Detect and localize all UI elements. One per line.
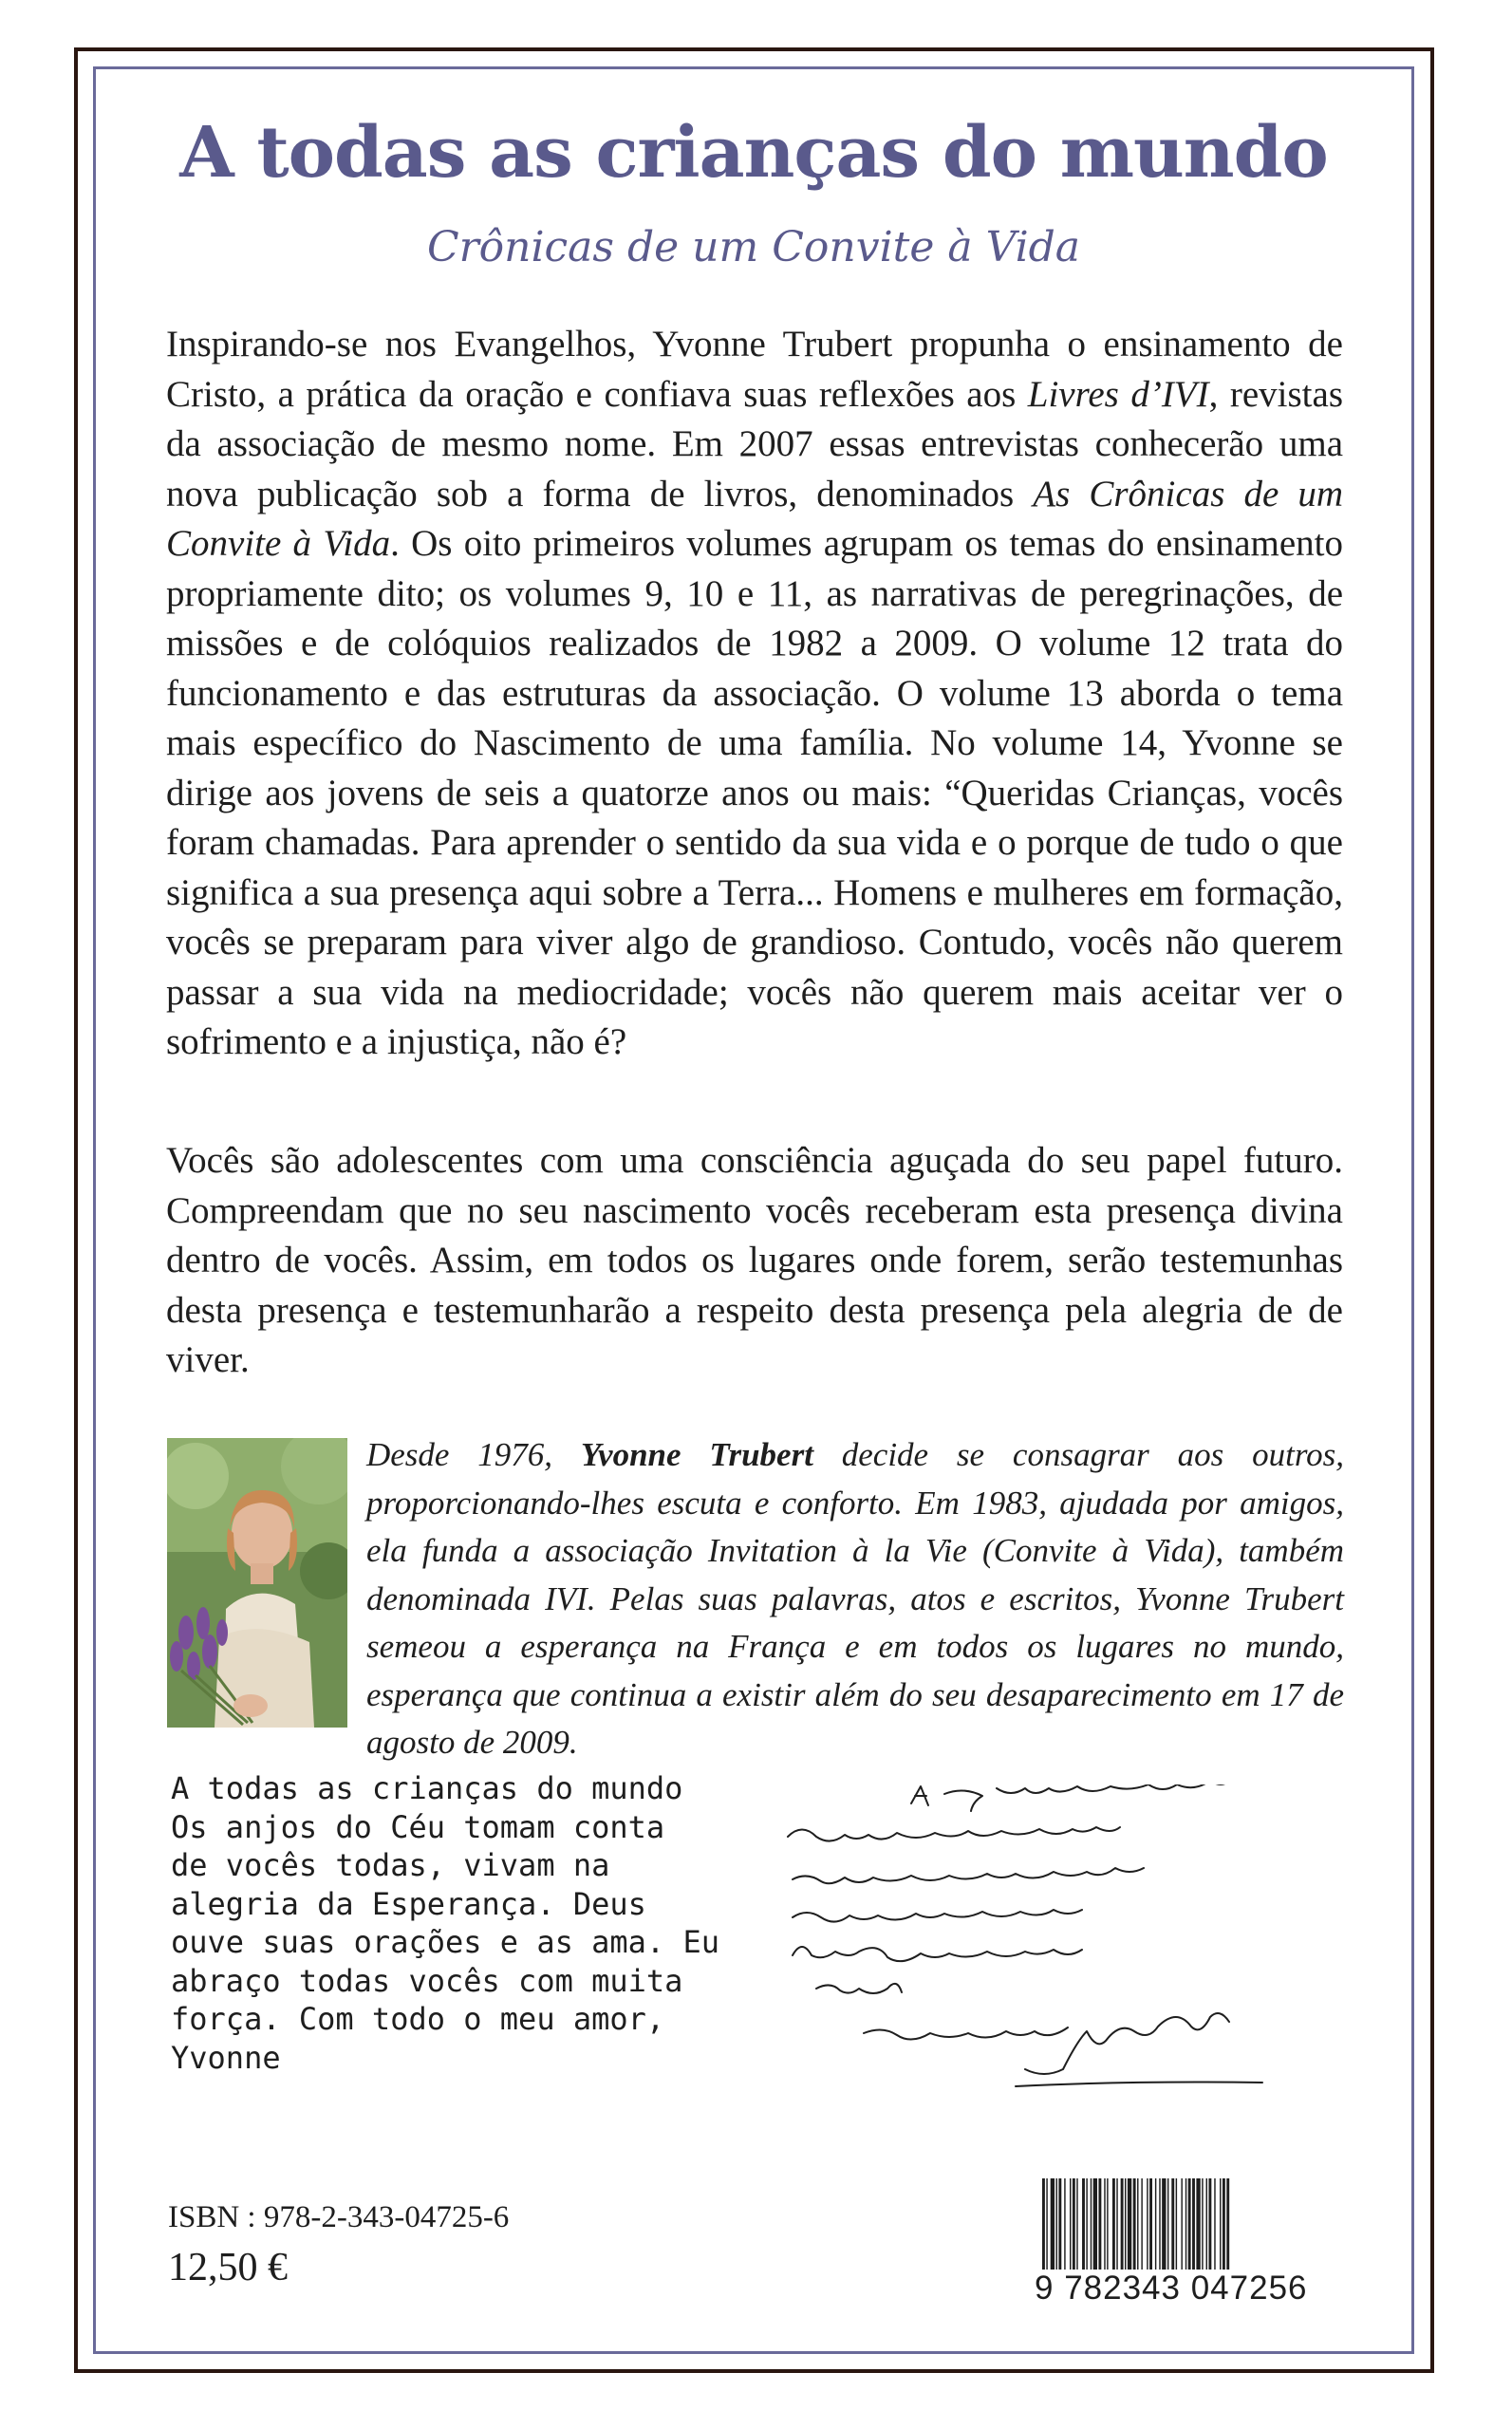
- book-title: A todas as crianças do mundo: [179, 112, 1328, 194]
- summary-paragraph-2: Vocês são adolescentes com uma consciência aguçada do seu papel futuro. Compreendam que no seu nascimento vocês receberam esta presença divina dentro de vocês. Assim, em todos os lugares onde forem, serão testemunhas desta presença e testemunharão a respeito desta presença pela alegria de de viver.: [166, 1140, 1343, 1380]
- price: 12,50 €: [168, 2246, 288, 2289]
- handwritten-line: alegria da Esperança. Deus: [171, 1885, 646, 1922]
- handwritten-line: abraço todas vocês com muita: [171, 1962, 683, 1999]
- handwritten-line: A todas as crianças do mundo: [171, 1770, 683, 1806]
- barcode-digits: 9 782343 047256: [1033, 2270, 1346, 2307]
- handwritten-line: força. Com todo o meu amor,: [171, 2001, 665, 2037]
- handwritten-line: Yvonne: [171, 2039, 281, 2076]
- isbn: ISBN : 978-2-343-04725-6: [168, 2200, 510, 2234]
- book-subtitle: Crônicas de um Convite à Vida: [426, 223, 1081, 271]
- author-bio: Desde 1976, Yvonne Trubert decide se consagrar aos outros, proporcionando-lhes escuta e conforto. Em 1983, ajudada por amigos, ela funda a associação Invitation à la Vie (Convite à Vida), também denominada IVI. Pelas suas palavras, atos e escritos, Yvonne Trubert semeou a esperança na França e em todos os lugares no mundo, esperança que continua a existir além do seu desaparecimento em 17 de agosto de 2009.: [366, 1436, 1345, 1761]
- handwritten-line: de vocês todas, vivam na: [171, 1847, 610, 1883]
- handwritten-message-french: [778, 1784, 1348, 2098]
- handwritten-line: Os anjos do Céu tomam conta: [171, 1808, 665, 1845]
- author-photo: [167, 1438, 347, 1728]
- handwritten-line: ouve suas orações e as ama. Eu: [171, 1924, 719, 1960]
- summary-paragraph-1: Inspirando-se nos Evangelhos, Yvonne Trubert propunha o ensinamento de Cristo, a prática da oração e confiava suas reflexões aos Livres d’IVI, revistas da associação de mesmo nome. Em 2007 essas entrevistas conhecerão uma nova publicação sob a forma de livros, denominados As Crônicas de um Convite à Vida. Os oito primeiros volumes agrupam os temas do ensinamento propriamente dito; os volumes 9, 10 e 11, as narrativas de peregrinações, de missões e de colóquios realizados de 1982 a 2009. O volume 12 trata do funcionamento e das estruturas da associação. O volume 13 aborda o tema mais específico do Nascimento de uma família. No volume 14, Yvonne se dirige aos jovens de seis a quatorze anos ou mais: “Queridas Crianças, vocês foram chamadas. Para aprender o sentido da sua vida e o porque de tudo o que significa a sua presença aqui sobre a Terra... Homens e mulheres em formação, vocês se preparam para viver algo de grandioso. Contudo, vocês não querem passar a sua vida na mediocridade; vocês não querem mais aceitar ver o sofrimento e a injustiça, não é?: [166, 324, 1343, 1062]
- handwritten-message-portuguese: [171, 1769, 778, 2077]
